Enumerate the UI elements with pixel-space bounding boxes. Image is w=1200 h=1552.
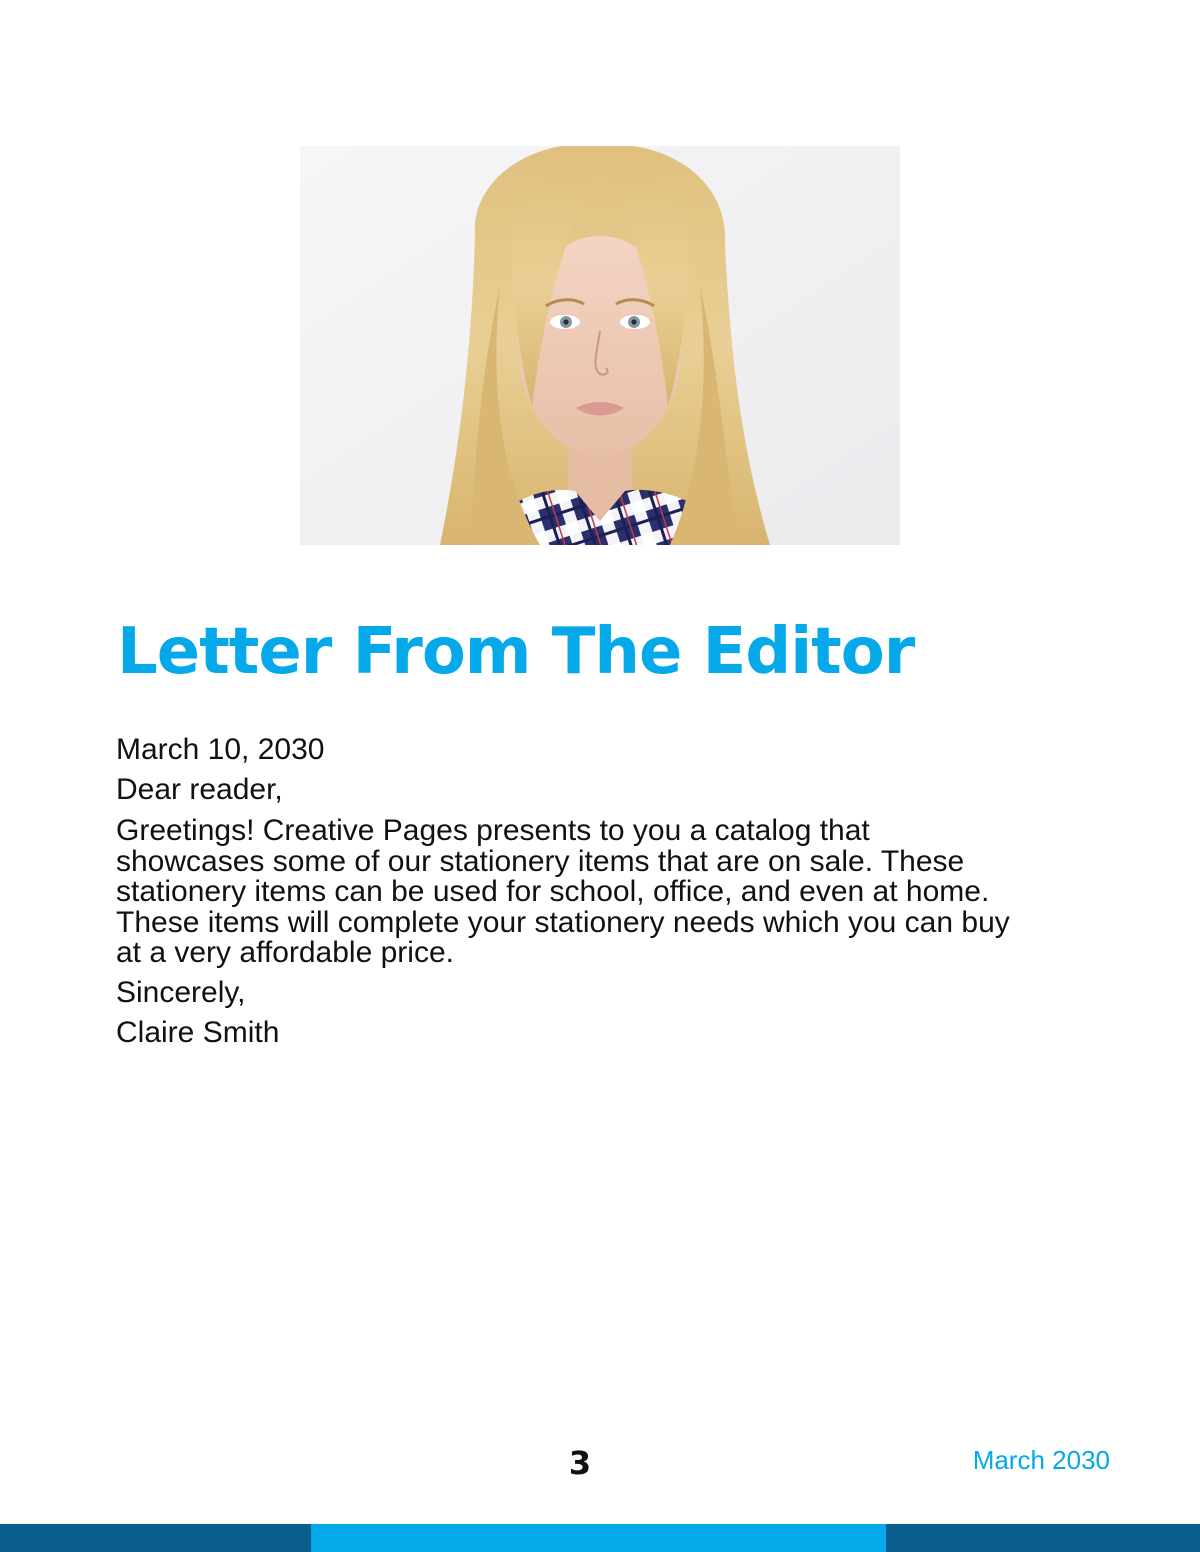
footer-bar-left-segment (0, 1524, 311, 1552)
footer-color-bar (0, 1524, 1200, 1552)
letter-date: March 10, 2030 (116, 733, 325, 766)
letter-salutation: Dear reader, (116, 773, 283, 806)
editor-letter (116, 730, 1016, 1053)
editor-photo (300, 146, 900, 545)
page-title: Letter From The Editor (117, 615, 915, 689)
letter-closing: Sincerely, (116, 975, 246, 1009)
issue-date: March 2030 (972, 1445, 1110, 1475)
footer-bar-middle-segment (311, 1524, 886, 1552)
page-number: 3 (568, 1444, 592, 1482)
letter-body: Greetings! Creative Pages presents to you a catalog that showcases some of our stationery items that are on sale. These stationery items can be used for school, office, and even at home. These items will complete your stationery needs which you can buy at a very affordable price. (116, 814, 1010, 969)
editor-portrait-illustration (300, 146, 900, 545)
footer-bar-right-segment (886, 1524, 1200, 1552)
letter-signature: Claire Smith (116, 1015, 280, 1049)
